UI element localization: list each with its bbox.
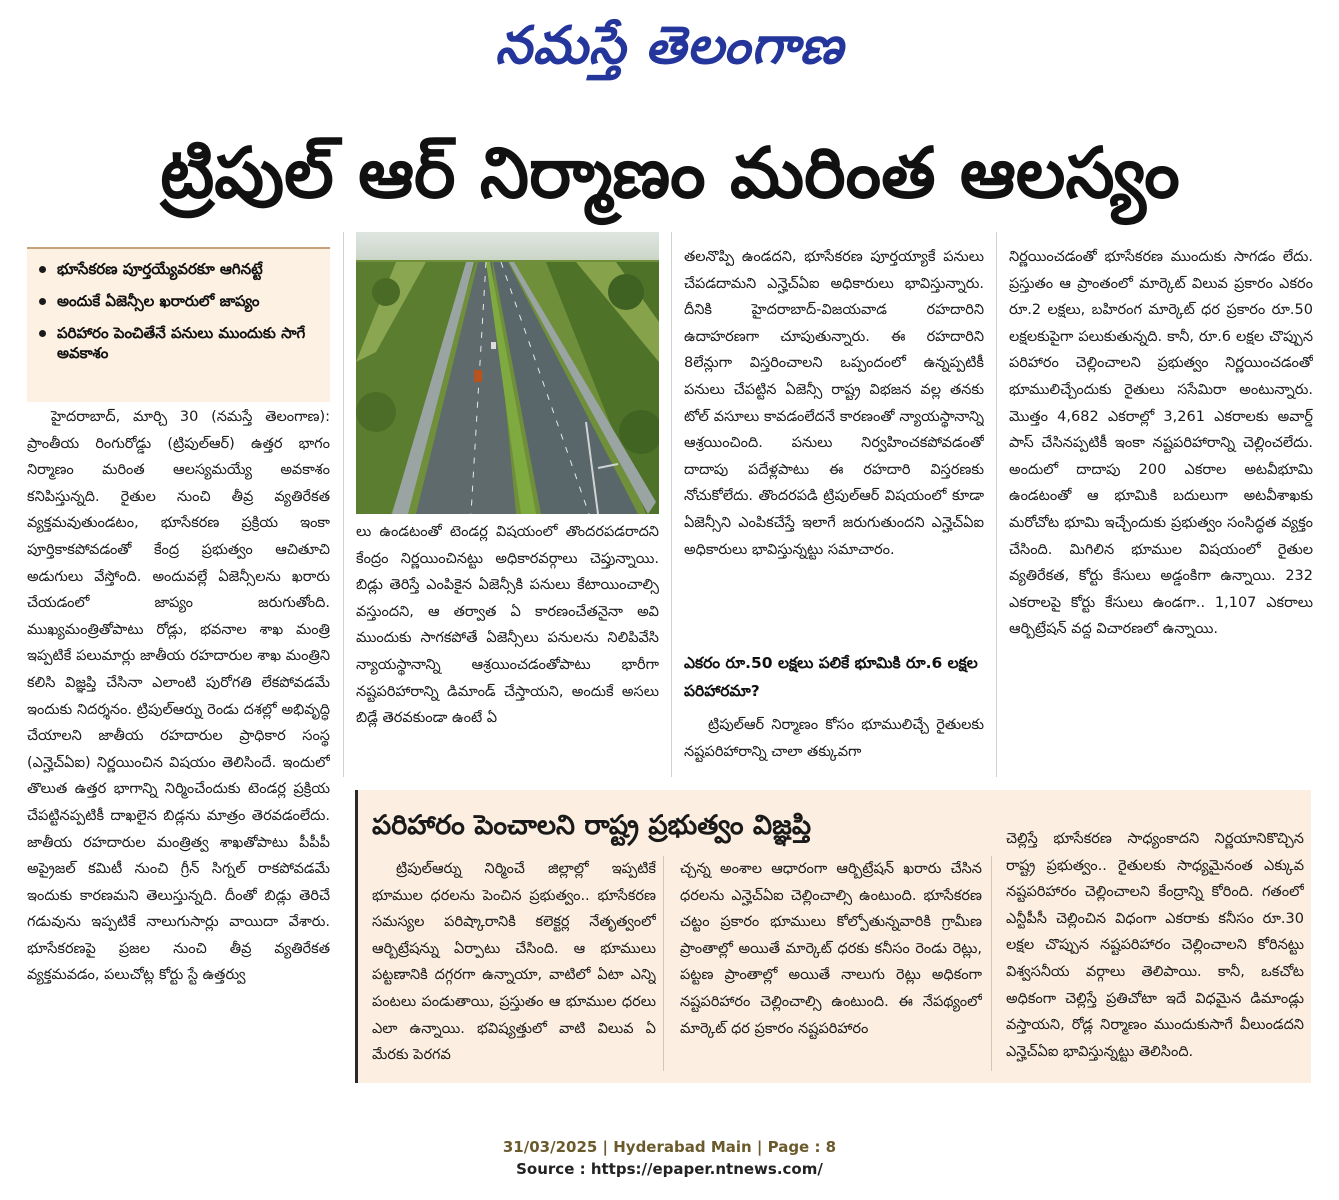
highlight-item — [35, 323, 322, 363]
highlight-item — [35, 259, 322, 279]
highlight-text: అందుకే ఏజెన్సీల ఖరారులో జాప్యం — [57, 292, 260, 310]
article-column-1 — [27, 404, 330, 1094]
article-paragraph: ట్రిపుల్ఆర్ను నిర్మించే జిల్లాల్లో ఇప్పటికే భూముల ధరలను పెంచిన ప్రభుత్వం.. భూసేకరణ సమస్యల పరిష్కారానికి కలెక్టర్ల నేతృత్వంలో ఆర్బిట్రేషన్ను ఏర్పాటు చేసింది. ఆ భూములు పట్టణానికి దగ్గరగా ఉన్నాయా, వాటిలో ఏటా ఎన్ని పంటలు పండుతాయి, ప్రస్తుతం ఆ భూముల ధరలు ఎలా ఉన్నాయి. భవిష్యత్తులో వాటి విలువ ఏ మేరకు పెరగవ — [372, 861, 656, 1064]
article-paragraph: చ్చన్న అంశాల ఆధారంగా ఆర్బిట్రేషన్ ఖరారు చేసిన ధరలను ఎన్హెచ్ఏఐ చెల్లించాల్సి ఉంటుంది. భూసేకరణ చట్టం ప్రకారం భూములు కోల్పోతున్నవారికి గ్రామీణ ప్రాంతాల్లో అయితే మార్కెట్ ధరకు కనీసం రెండు రెట్లు, పట్టణ ప్రాంతాల్లో అయితే నాలుగు రెట్లు అధికంగా నష్టపరిహారం చెల్లించాల్సి ఉంటుంది. ఈ నేపథ్యంలో మార్కెట్ ధర ప్రకారం నష్టపరిహారం — [680, 861, 982, 1037]
highway-photo — [356, 232, 659, 514]
sidebar-story-title: పరిహారం పెంచాలని రాష్ట్ర ప్రభుత్వం విజ్ఞప్తి — [372, 810, 812, 841]
highway-photo-illustration — [356, 232, 659, 514]
article-column-3 — [684, 244, 984, 644]
article-column-4 — [1009, 244, 1313, 774]
article-paragraph: ట్రిపుల్ఆర్ నిర్మాణం కోసం భూములిచ్చే రైతులకు నష్టపరిహారాన్ని చాలా తక్కువగా — [684, 717, 984, 760]
box-column-divider — [663, 856, 664, 1071]
article-paragraph: చెల్లిస్తే భూసేకరణ సాధ్యంకాదని నిర్ణయానికొచ్చిన రాష్ట్ర ప్రభుత్వం.. రైతులకు సాధ్యమైనంత ఎక్కువ నష్టపరిహారం చెల్లించాలని కేంద్రాన్ని కోరింది. గతంలో ఎన్టీపీసీ చెల్లించిన విధంగా ఎకరాకు కనీసం రూ.30 లక్షల చొప్పున నష్టపరిహారం చెల్లించాలని కోరినట్టు విశ్వసనీయ వర్గాలు తెలిపాయి. కానీ, ఒకచోట అధికంగా చెల్లిస్తే ప్రతిచోటా ఇదే విధమైన డిమాండ్లు వస్తాయని, రోడ్ల నిర్మాణం ముందుకుసాగే వీలుండదని ఎన్హెచ్ఏఐ భావిస్తున్నట్టు తెలిసింది. — [1006, 831, 1304, 1060]
article-paragraph: తలనొప్పి ఉండదని, భూసేకరణ పూర్తయ్యాకే పనులు చేపడదామని ఎన్హెచ్ఏఐ అధికారులు భావిస్తున్నారు. దీనికి హైదరాబాద్-విజయవాడ రహదారిని ఉదాహరణగా చూపుతున్నారు. ఈ రహదారిని 8లేన్లుగా విస్తరించాలని ఒప్పందంలో ఉన్నప్పటికీ పనులు చేపట్టిన ఏజెన్సీ రాష్ట్ర విభజన వల్ల తనకు టోల్ వసూలు కావడంలేదనే కారణంతో న్యాయస్థానాన్ని ఆశ్రయించింది. పనులు నిర్వహించకపోవడంతో దాదాపు పదేళ్లపాటు ఈ రహదారి విస్తరణకు నోచుకోలేదు. తొందరపడి ట్రిపుల్ఆర్ విషయంలో కూడా ఏజెన్సీని ఎంపికచేస్తే ఇలాగే జరుగుతుందని ఎన్హెచ్ఏఐ అధికారులు భావిస్తున్నట్టు సమాచారం. — [684, 249, 984, 558]
highlight-text: భూసేకరణ పూర్తయ్యేవరకూ ఆగినట్టే — [57, 260, 263, 278]
footer-source: Source : https://epaper.ntnews.com/ — [516, 1160, 823, 1178]
column-divider — [671, 232, 672, 777]
column-divider — [996, 232, 997, 777]
article-paragraph: లు ఉండటంతో టెండర్ల విషయంలో తొందరపడరాదని కేంద్రం నిర్ణయించినట్టు అధికారవర్గాలు చెప్తున్నాయి. బిడ్లు తెరిస్తే ఎంపికైన ఏజెన్సీకి పనులు కేటాయించాల్సి వస్తుందని, ఆ తర్వాత ఏ కారణంచేతనైనా అవి ముందుకు సాగకపోతే ఏజెన్సీలు పనులను నిలిపివేసి న్యాయస్థానాన్ని ఆశ్రయించడంతోపాటు భారీగా నష్టపరిహారాన్ని డిమాండ్ చేస్తాయని, అందుకే అసలు బిడ్లే తెరవకుండా ఉంటే ఏ — [356, 524, 659, 727]
bullet-icon — [39, 330, 46, 337]
article-column-3-continued — [684, 712, 984, 772]
page-footer — [0, 1136, 1339, 1180]
bullet-icon — [39, 298, 46, 305]
column-divider — [343, 232, 344, 777]
footer-date-edition: 31/03/2025 | Hyderabad Main | Page : 8 — [502, 1138, 837, 1156]
sidebar-story-column-2 — [680, 856, 982, 1071]
highlights-box — [27, 247, 330, 402]
sidebar-story-column-3 — [1006, 826, 1304, 1071]
article-headline: ట్రిపుల్ ఆర్ నిర్మాణం మరింత ఆలస్యం — [160, 132, 1180, 214]
article-paragraph: హైదరాబాద్, మార్చి 30 (నమస్తే తెలంగాణ): ప్రాంతీయ రింగురోడ్డు (ట్రిపుల్ఆర్) ఉత్తర భాగం నిర్మాణం మరింత ఆలస్యమయ్యే అవకాశం కనిపిస్తున్నది. రైతుల నుంచి తీవ్ర వ్యతిరేకత వ్యక్తమవుతుండటం, భూసేకరణ ప్రక్రియ ఇంకా పూర్తికాకపోవడంతో కేంద్ర ప్రభుత్వం ఆచితూచి అడుగులు వేస్తోంది. అందువల్లే ఏజెన్సీలను ఖరారు చేయడంలో జాప్యం జరుగుతోంది. ముఖ్యమంత్రితోపాటు రోడ్లు, భవనాల శాఖ మంత్రి ఇప్పటికే పలుమార్లు జాతీయ రహదారుల శాఖ మంత్రిని కలిసి విజ్ఞప్తి చేసినా ఎలాంటి పురోగతి లేకపోవడమే ఇందుకు నిదర్శనం. ట్రిపుల్ఆర్ను రెండు దశల్లో అభివృద్ధి చేయాలని జాతీయ రహదారుల ప్రాధికార సంస్థ (ఎన్హెచ్ఏఐ) నిర్ణయించిన విషయం తెలిసిందే. ఇందులో తొలుత ఉత్తర భాగాన్ని నిర్మించేందుకు టెండర్ల ప్రక్రియ చేపట్టినప్పటికీ దాఖలైన బిడ్లను మాత్రం తెరవడంలేదు. జాతీయ రహదారుల మంత్రిత్వ శాఖతోపాటు పీపీపీ అప్రైజల్ కమిటీ నుంచి గ్రీన్ సిగ్నల్ రాకపోవడమే ఇందుకు కారణమని తెలుస్తున్నది. దీంతో బిడ్లు తెరిచే గడువును ఇప్పటికే నాలుగుసార్లు వాయిదా వేశారు. భూసేకరణపై ప్రజల నుంచి తీవ్ర వ్యతిరేకత వ్యక్తమవడం, పలుచోట్ల కోర్టు స్టే ఉత్తర్వు — [27, 409, 330, 984]
newspaper-masthead: నమస్తే తెలంగాణ — [495, 15, 844, 76]
article-column-2 — [356, 519, 659, 769]
sidebar-story-column-1 — [372, 856, 656, 1071]
section-subheading: ఎకరం రూ.50 లక్షలు పలికే భూమికి రూ.6 లక్షల పరిహారమా? — [684, 654, 978, 700]
bullet-icon — [39, 266, 46, 273]
highlight-item — [35, 291, 322, 311]
article-paragraph: నిర్ణయించడంతో భూసేకరణ ముందుకు సాగడం లేదు. ప్రస్తుతం ఆ ప్రాంతంలో మార్కెట్ విలువ ప్రకారం ఎకరం రూ.2 లక్షలు, బహిరంగ మార్కెట్ ధర ప్రకారం రూ.50 లక్షలకుపైగా పలుకుతున్నది. కానీ, రూ.6 లక్షల చొప్పున పరిహారం చెల్లించాలని ప్రభుత్వం నిర్ణయించడంతో భూములిచ్చేందుకు రైతులు ససేమిరా అంటున్నారు. మొత్తం 4,682 ఎకరాల్లో 3,261 ఎకరాలకు అవార్డ్ పాస్ చేసినప్పటికీ ఇంకా నష్టపరిహారాన్ని చెల్లించలేదు. అందులో దాదాపు 200 ఎకరాల అటవీభూమి ఉండటంతో ఆ భూమికి బదులుగా అటవీశాఖకు మరోచోట భూమి ఇచ్చేందుకు ప్రభుత్వం సంసిద్ధత వ్యక్తం చేసింది. మిగిలిన భూముల విషయంలో రైతుల వ్యతిరేకత, కోర్టు కేసులు అడ్డంకిగా ఉన్నాయి. 232 ఎకరాలపై కోర్టు కేసులు ఉండగా.. 1,107 ఎకరాలు ఆర్బిట్రేషన్ వద్ద విచారణలో ఉన్నాయి. — [1009, 249, 1313, 638]
box-column-divider — [991, 856, 992, 1071]
highlight-text: పరిహారం పెంచితేనే పనులు ముందుకు సాగే అవకాశం — [57, 324, 306, 362]
